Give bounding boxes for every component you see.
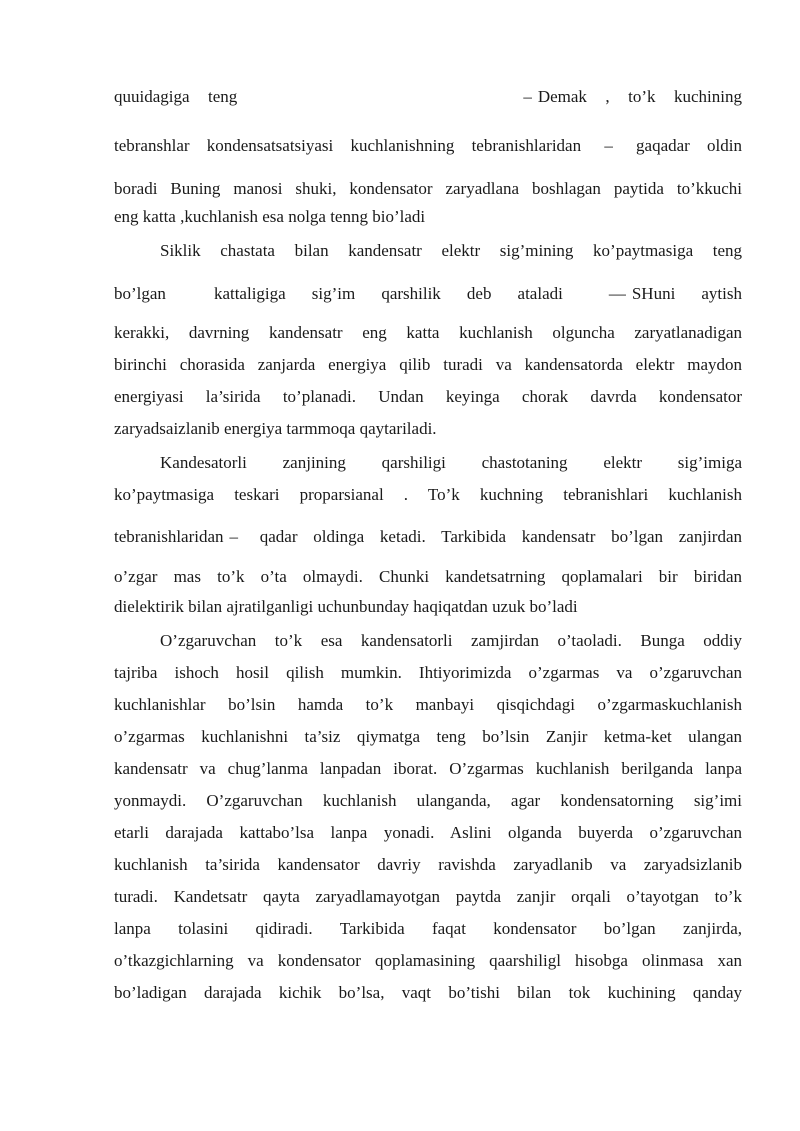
text-line: lanpa tolasini qidiradi. Tarkibida faqat kondensator bo’lgan zanjirda,	[114, 919, 742, 938]
text-line: tajriba ishoch hosil qilish mumkin. Ihtiyorimizda o’zgarmas va o’zgaruvchan	[114, 663, 742, 682]
text-line: dielektirik bilan ajratilganligi uchunbunday haqiqatdan uzuk bo’ladi	[114, 597, 578, 616]
text-line: kerakki, davrning kandensatr eng katta kuchlanish olguncha zaryatlanadigan	[114, 323, 742, 342]
text-line: yonmaydi. O’zgaruvchan kuchlanish ulanganda, agar kondensatorning sig’imi	[114, 791, 742, 810]
text-line: birinchi chorasida zanjarda energiya qilib turadi va kandensatorda elektr maydon	[114, 355, 742, 374]
text-line: eng katta ,kuchlanish esa nolga tenng bio’ladi	[114, 207, 426, 226]
text-line: turadi. Kandetsatr qayta zaryadlamayotgan paytda zanjir orqali o’tayotgan to’k	[114, 887, 742, 906]
text-line: tebranshlar kondensatsatsiyasi kuchlanishning tebranishlaridan – gaqadar oldin	[114, 136, 743, 155]
text-line: boradi Buning manosi shuki, kondensator zaryadlana boshlagan paytida to’kkuchi	[114, 179, 742, 198]
text-line: O’zgaruvchan to’k esa kandensatorli zamjirdan o’taoladi. Bunga oddiy	[160, 631, 742, 650]
text-line: bo’ladigan darajada kichik bo’lsa, vaqt bo’tishi bilan tok kuchining qanday	[114, 983, 742, 1002]
text-line: bo’lgan kattaligiga sig’im qarshilik deb ataladi — SHuni aytish	[114, 284, 742, 303]
text-line: kuchlanishlar bo’lsin hamda to’k manbayi qisqichdagi o’zgarmaskuchlanish	[114, 695, 742, 714]
text-line: tebranishlaridan – qadar oldinga ketadi. Tarkibida kandensatr bo’lgan zanjirdan	[114, 527, 743, 546]
text-line: ko’paytmasiga teskari proparsianal . To’k kuchning tebranishlari kuchlanish	[114, 485, 742, 504]
text-line: o’zgarmas kuchlanishni ta’siz qiymatga teng bo’lsin Zanjir ketma-ket ulangan	[114, 727, 742, 746]
text-line: Siklik chastata bilan kandensatr elektr sig’mining ko’paytmasiga teng	[160, 241, 742, 260]
text-line: Kandesatorli zanjining qarshiligi chastotaning elektr sig’imiga	[160, 453, 742, 472]
text-line: kuchlanish ta’sirida kandensator davriy ravishda zaryadlanib va zaryadsizlanib	[114, 855, 742, 874]
text-line: etarli darajada kattabo’lsa lanpa yonadi. Aslini olganda buyerda o’zgaruvchan	[114, 823, 742, 842]
text-line: o’zgar mas to’k o’ta olmaydi. Chunki kandetsatrning qoplamalari bir biridan	[114, 567, 742, 586]
text-line: kandensatr va chug’lanma lanpadan iborat. O’zgarmas kuchlanish berilganda lanpa	[114, 759, 742, 778]
text-line: quuidagiga teng – Demak , to’k kuchining	[114, 87, 743, 106]
text-line: zaryadsaizlanib energiya tarmmoqa qaytariladi.	[114, 419, 437, 438]
text-line: energiyasi la’sirida to’planadi. Undan keyinga chorak davrda kondensator	[114, 387, 742, 406]
text-line: o’tkazgichlarning va kondensator qoplamasining qaarshiligl hisobga olinmasa xan	[114, 951, 742, 970]
